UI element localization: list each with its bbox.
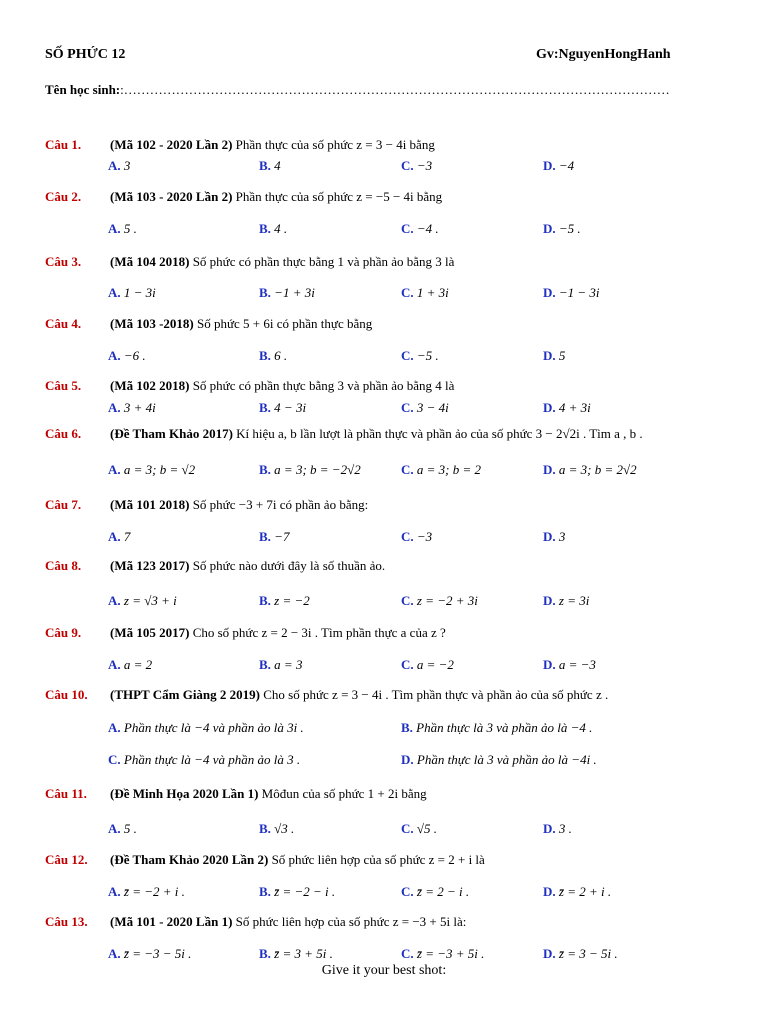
option-letter: A. (108, 348, 121, 363)
option-value: 5 . (123, 821, 137, 836)
option-value: z̄ = −2 + i . (123, 884, 185, 899)
option-letter: C. (401, 821, 414, 836)
option-letter: A. (108, 285, 121, 300)
answer-options (0, 657, 768, 675)
option-letter: D. (543, 657, 556, 672)
option-value: a = 3; b = 2√2 (558, 462, 637, 477)
option-value: z̄ = −3 + 5i . (416, 946, 485, 961)
option-value: −1 + 3i (274, 285, 315, 300)
question (0, 497, 768, 515)
option-letter: B. (259, 348, 271, 363)
option-value: a = −2 (416, 657, 454, 672)
question-text: Số phức liên hợp của số phức z = 2 + i là (271, 852, 485, 867)
question (0, 426, 768, 444)
question (0, 189, 768, 207)
answer-option (259, 657, 302, 673)
option-letter: C. (401, 348, 414, 363)
option-letter: D. (401, 752, 414, 767)
answer-option (108, 720, 304, 736)
answer-option (259, 400, 306, 416)
option-letter: B. (259, 657, 271, 672)
answer-option (108, 285, 156, 301)
question-body (110, 625, 446, 641)
option-letter: C. (401, 946, 414, 961)
answer-option (543, 884, 611, 900)
question (0, 254, 768, 272)
option-value: z̄ = 2 − i . (416, 884, 470, 899)
question-source: (Mã 104 2018) (110, 254, 190, 269)
answer-option (259, 285, 315, 301)
question-source: (Mã 103 - 2020 Lần 2) (110, 189, 233, 204)
question-body (110, 137, 435, 153)
question-text: Phần thực của số phức z = 3 − 4i bằng (235, 137, 435, 152)
option-letter: D. (543, 400, 556, 415)
option-letter: B. (259, 285, 271, 300)
option-value: a = 3 (274, 657, 303, 672)
option-letter: B. (259, 158, 271, 173)
question (0, 558, 768, 576)
answer-option (543, 593, 589, 609)
answer-option (401, 158, 432, 174)
answer-option (401, 285, 449, 301)
answer-option (401, 821, 437, 837)
option-letter: B. (259, 400, 271, 415)
answer-option (401, 593, 478, 609)
answer-option (543, 946, 618, 962)
option-letter: C. (401, 285, 414, 300)
answer-option (401, 348, 439, 364)
answer-options (0, 462, 768, 480)
option-value: a = 2 (123, 657, 153, 672)
question-number: Câu 2. (45, 189, 82, 204)
option-letter: D. (543, 221, 556, 236)
option-letter: A. (108, 720, 121, 735)
answer-option (108, 529, 130, 545)
answer-option (259, 158, 281, 174)
answer-option (401, 946, 484, 962)
option-value: 1 + 3i (416, 285, 449, 300)
question-body (110, 687, 608, 703)
option-letter: A. (108, 221, 121, 236)
question (0, 625, 768, 643)
option-value: 5 (558, 348, 566, 363)
option-value: z̄ = 3 + 5i . (274, 946, 333, 961)
option-letter: C. (401, 884, 414, 899)
answer-option (259, 946, 333, 962)
option-letter: B. (259, 529, 271, 544)
option-letter: B. (259, 593, 271, 608)
answer-option (401, 720, 592, 736)
question (0, 316, 768, 334)
question-number: Câu 12. (45, 852, 88, 867)
answer-option (401, 657, 454, 673)
question-body (110, 378, 454, 394)
option-value: 4 + 3i (558, 400, 591, 415)
option-value: z = √3 + i (123, 593, 177, 608)
option-value: a = 3; b = √2 (123, 462, 196, 477)
question-number: Câu 9. (45, 625, 82, 640)
answer-option (543, 462, 637, 478)
option-letter: B. (259, 462, 271, 477)
question-body (110, 558, 385, 574)
footer-text: Give it your best shot: (321, 963, 447, 978)
option-letter: A. (108, 821, 121, 836)
option-letter: D. (543, 348, 556, 363)
option-letter: B. (401, 720, 413, 735)
question-text: Môđun của số phức 1 + 2i bằng (261, 786, 427, 801)
option-value: z̄ = 2 + i . (558, 884, 612, 899)
question-text: Kí hiệu a, b lần lượt là phần thực và phần ảo của số phức 3 − 2√2i . Tìm a , b . (236, 426, 643, 441)
answer-option (259, 462, 361, 478)
question-source: (Mã 102 2018) (110, 378, 190, 393)
student-name-line (45, 82, 705, 98)
answer-option (108, 752, 300, 768)
question-source: (Mã 103 -2018) (110, 316, 194, 331)
question-text: Số phức −3 + 7i có phần ảo bằng: (192, 497, 369, 512)
teacher-name: Gv:NguyenHongHanh (536, 47, 671, 62)
answer-option (401, 752, 597, 768)
answer-option (543, 529, 565, 545)
answer-option (108, 158, 130, 174)
option-letter: D. (543, 158, 556, 173)
answer-option (401, 221, 439, 237)
answer-option (259, 593, 310, 609)
answer-option (259, 821, 294, 837)
answer-option (401, 529, 432, 545)
question-source: (Mã 101 2018) (110, 497, 190, 512)
option-letter: C. (401, 529, 414, 544)
option-letter: D. (543, 884, 556, 899)
option-letter: C. (401, 657, 414, 672)
option-letter: C. (108, 752, 121, 767)
option-letter: A. (108, 884, 121, 899)
answer-option (401, 884, 469, 900)
option-value: √3 . (274, 821, 295, 836)
question-number: Câu 10. (45, 687, 88, 702)
answer-options (0, 593, 768, 611)
answer-option (108, 400, 156, 416)
answer-option (543, 821, 572, 837)
answer-options (0, 884, 768, 902)
question (0, 687, 768, 705)
question-number: Câu 8. (45, 558, 82, 573)
question-source: (Mã 102 - 2020 Lần 2) (110, 137, 233, 152)
option-value: −5 . (558, 221, 581, 236)
option-value: −6 . (123, 348, 146, 363)
option-value: 1 − 3i (123, 285, 156, 300)
option-value: 3 (123, 158, 131, 173)
option-value: 4 . (274, 221, 288, 236)
question-number: Câu 13. (45, 914, 88, 929)
answer-option (543, 657, 596, 673)
question-source: (Mã 101 - 2020 Lần 1) (110, 914, 233, 929)
question-body (110, 786, 427, 802)
option-letter: D. (543, 462, 556, 477)
answer-options (0, 946, 768, 964)
answer-option (401, 462, 481, 478)
option-value: 3 (558, 529, 566, 544)
option-value: a = −3 (558, 657, 596, 672)
option-value: √5 . (416, 821, 438, 836)
question-number: Câu 3. (45, 254, 82, 269)
option-letter: C. (401, 462, 414, 477)
answer-options (0, 221, 768, 239)
question-number: Câu 11. (45, 786, 87, 801)
answer-option (543, 348, 565, 364)
option-value: Phần thực là 3 và phần ảo là −4i . (416, 752, 597, 767)
question-text: Phần thực của số phức z = −5 − 4i bằng (235, 189, 443, 204)
option-letter: C. (401, 158, 414, 173)
option-letter: B. (259, 946, 271, 961)
option-value: −1 − 3i (558, 285, 600, 300)
question-source: (Đề Minh Họa 2020 Lần 1) (110, 786, 259, 801)
answer-option (108, 221, 137, 237)
option-value: −7 (274, 529, 290, 544)
question-number: Câu 1. (45, 137, 82, 152)
option-value: z = 3i (558, 593, 590, 608)
answer-option (108, 884, 185, 900)
option-letter: C. (401, 593, 414, 608)
question-body (110, 497, 368, 513)
question-source: (THPT Cẩm Giàng 2 2019) (110, 687, 260, 702)
option-value: 3 + 4i (123, 400, 156, 415)
answer-options (0, 348, 768, 366)
question-number: Câu 7. (45, 497, 82, 512)
answer-option (108, 821, 137, 837)
option-letter: A. (108, 657, 121, 672)
option-value: −5 . (416, 348, 439, 363)
answer-option (108, 593, 177, 609)
question (0, 914, 768, 932)
student-name-dots: :……………………………………………………………………………………………………………… (120, 82, 670, 97)
option-value: Phần thực là −4 và phần ảo là 3i . (123, 720, 304, 735)
answer-options (0, 400, 768, 418)
answer-option (108, 657, 152, 673)
option-value: −4 . (416, 221, 439, 236)
option-value: 4 − 3i (274, 400, 307, 415)
option-value: z = −2 (274, 593, 310, 608)
question-text: Cho số phức z = 3 − 4i . Tìm phần thực và phần ảo của số phức z . (263, 687, 609, 702)
option-value: z = −2 + 3i (416, 593, 478, 608)
option-letter: A. (108, 946, 121, 961)
answer-option (259, 884, 335, 900)
question-body (110, 316, 372, 332)
question-text: Số phức có phần thực bằng 3 và phần ảo bằng 4 là (192, 378, 455, 393)
option-value: z̄ = 3 − 5i . (558, 946, 618, 961)
option-letter: D. (543, 529, 556, 544)
question-number: Câu 5. (45, 378, 82, 393)
question-body (110, 189, 442, 205)
question-text: Số phức 5 + 6i có phần thực bằng (197, 316, 373, 331)
option-value: Phần thực là 3 và phần ảo là −4 . (416, 720, 593, 735)
option-value: 3 − 4i (416, 400, 449, 415)
option-value: Phần thực là −4 và phần ảo là 3 . (123, 752, 301, 767)
option-letter: B. (259, 884, 271, 899)
question-source: (Mã 123 2017) (110, 558, 190, 573)
option-value: 5 . (123, 221, 137, 236)
option-letter: D. (543, 946, 556, 961)
option-letter: C. (401, 221, 414, 236)
answer-option (401, 400, 449, 416)
option-letter: C. (401, 400, 414, 415)
option-value: 7 (123, 529, 131, 544)
answer-option (543, 158, 574, 174)
answer-option (543, 285, 600, 301)
question-source: (Đề Tham Khảo 2017) (110, 426, 233, 441)
question-source: (Mã 105 2017) (110, 625, 190, 640)
answer-option (543, 400, 591, 416)
question-body (110, 914, 466, 930)
question-body (110, 852, 485, 868)
student-name-label: Tên học sinh: (45, 82, 121, 97)
question-text: Số phức có phần thực bằng 1 và phần ảo bằng 3 là (192, 254, 455, 269)
option-letter: A. (108, 529, 121, 544)
question (0, 852, 768, 870)
answer-options (0, 821, 768, 839)
answer-option (259, 221, 287, 237)
option-value: z̄ = −3 − 5i . (123, 946, 192, 961)
option-letter: B. (259, 821, 271, 836)
option-letter: A. (108, 593, 121, 608)
question (0, 786, 768, 804)
option-letter: A. (108, 158, 121, 173)
answer-options (0, 285, 768, 303)
option-value: a = 3; b = −2√2 (274, 462, 361, 477)
option-value: 3 . (558, 821, 572, 836)
question (0, 137, 768, 155)
option-letter: B. (259, 221, 271, 236)
answer-options (0, 752, 768, 770)
option-value: 6 . (274, 348, 288, 363)
answer-option (108, 946, 191, 962)
option-value: −4 (558, 158, 575, 173)
question-number: Câu 4. (45, 316, 82, 331)
question-text: Cho số phức z = 2 − 3i . Tìm phần thực a của z ? (192, 625, 446, 640)
option-letter: A. (108, 400, 121, 415)
option-letter: A. (108, 462, 121, 477)
option-value: −3 (416, 158, 433, 173)
question (0, 378, 768, 396)
option-letter: D. (543, 821, 556, 836)
answer-options (0, 720, 768, 738)
question-source: (Đề Tham Khảo 2020 Lần 2) (110, 852, 269, 867)
answer-options (0, 158, 768, 176)
option-letter: D. (543, 593, 556, 608)
document-title: SỐ PHỨC 12 (45, 47, 126, 62)
question-text: Số phức liên hợp của số phức z = −3 + 5i là: (235, 914, 467, 929)
question-body (110, 254, 454, 270)
question-text: Số phức nào dưới đây là số thuần ảo. (192, 558, 386, 573)
option-letter: D. (543, 285, 556, 300)
option-value: 4 (274, 158, 281, 173)
question-number: Câu 6. (45, 426, 82, 441)
answer-option (108, 348, 146, 364)
answer-option (259, 529, 289, 545)
question-body (110, 426, 643, 442)
option-value: −3 (416, 529, 433, 544)
option-value: z̄ = −2 − i . (274, 884, 336, 899)
answer-options (0, 529, 768, 547)
option-value: a = 3; b = 2 (416, 462, 482, 477)
answer-option (259, 348, 287, 364)
answer-option (543, 221, 581, 237)
answer-option (108, 462, 195, 478)
